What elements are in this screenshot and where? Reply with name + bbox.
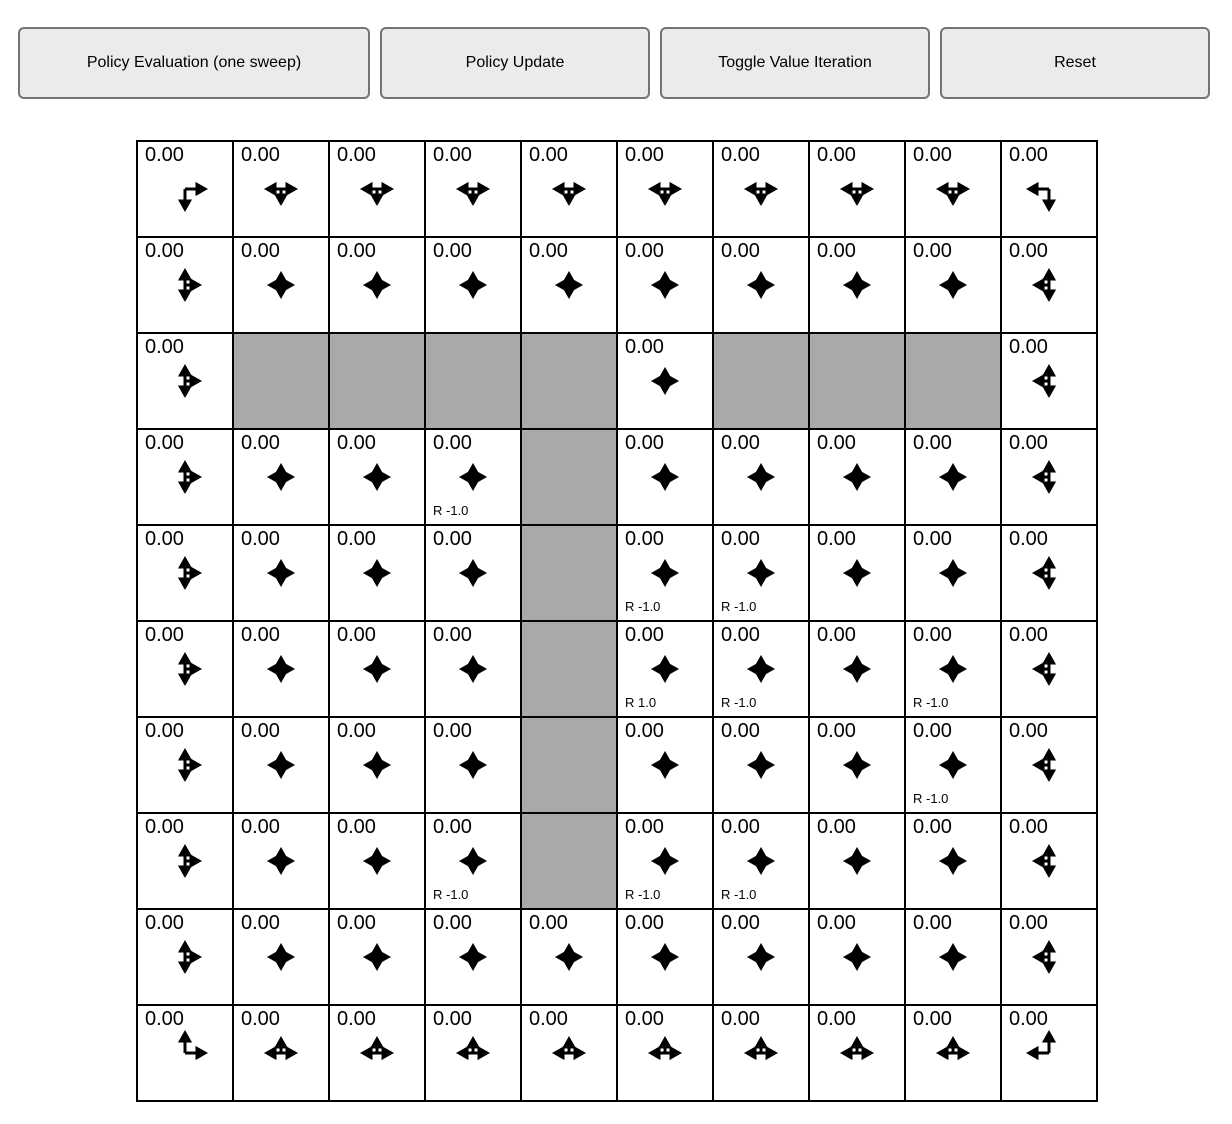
wall-cell[interactable] bbox=[328, 332, 424, 428]
cell-value: 0.00 bbox=[241, 432, 280, 454]
grid-cell[interactable] bbox=[712, 140, 808, 236]
cell-value: 0.00 bbox=[433, 912, 472, 934]
grid-cell[interactable] bbox=[1000, 1004, 1096, 1100]
grid-cell[interactable] bbox=[808, 620, 904, 716]
cell-value: 0.00 bbox=[913, 1008, 952, 1030]
grid-cell[interactable] bbox=[328, 620, 424, 716]
grid-cell[interactable] bbox=[424, 236, 520, 332]
cell-value: 0.00 bbox=[625, 144, 664, 166]
cell-reward-label: R 1.0 bbox=[625, 695, 657, 710]
grid-cell[interactable] bbox=[904, 812, 1000, 908]
wall-cell[interactable] bbox=[904, 332, 1000, 428]
cell-value: 0.00 bbox=[145, 144, 184, 166]
grid-cell[interactable] bbox=[424, 908, 520, 1004]
grid-cell[interactable] bbox=[808, 716, 904, 812]
cell-value: 0.00 bbox=[529, 240, 568, 262]
wall-cell[interactable] bbox=[520, 332, 616, 428]
cell-value: 0.00 bbox=[721, 624, 760, 646]
cell-value: 0.00 bbox=[145, 624, 184, 646]
cell-value: 0.00 bbox=[337, 1008, 376, 1030]
grid-cell[interactable] bbox=[136, 236, 232, 332]
grid-cell[interactable] bbox=[424, 1004, 520, 1100]
cell-value: 0.00 bbox=[721, 1008, 760, 1030]
cell-value: 0.00 bbox=[433, 528, 472, 550]
grid-cell[interactable] bbox=[424, 428, 520, 524]
grid-cell[interactable] bbox=[616, 716, 712, 812]
grid-cell[interactable] bbox=[1000, 812, 1096, 908]
grid-cell[interactable] bbox=[904, 428, 1000, 524]
cell-reward-label: R -1.0 bbox=[433, 503, 469, 518]
grid-cell[interactable] bbox=[232, 140, 328, 236]
grid-cell[interactable] bbox=[232, 908, 328, 1004]
cell-value: 0.00 bbox=[337, 816, 376, 838]
grid-cell[interactable] bbox=[328, 716, 424, 812]
grid-cell[interactable] bbox=[808, 1004, 904, 1100]
cell-value: 0.00 bbox=[1009, 240, 1048, 262]
grid-cell[interactable] bbox=[424, 812, 520, 908]
cell-value: 0.00 bbox=[721, 816, 760, 838]
grid-cell[interactable] bbox=[1000, 332, 1096, 428]
cell-value: 0.00 bbox=[625, 1008, 664, 1030]
grid-cell[interactable] bbox=[1000, 620, 1096, 716]
grid-cell[interactable] bbox=[616, 140, 712, 236]
reset-button[interactable]: Reset bbox=[940, 27, 1210, 99]
policy-evaluation-button[interactable]: Policy Evaluation (one sweep) bbox=[18, 27, 370, 99]
cell-value: 0.00 bbox=[241, 144, 280, 166]
cell-value: 0.00 bbox=[529, 144, 568, 166]
cell-value: 0.00 bbox=[913, 912, 952, 934]
grid-cell[interactable] bbox=[136, 620, 232, 716]
grid-cell[interactable] bbox=[232, 620, 328, 716]
grid-cell[interactable] bbox=[712, 620, 808, 716]
grid-cell[interactable] bbox=[904, 140, 1000, 236]
grid-cell[interactable] bbox=[232, 236, 328, 332]
cell-reward-label: R -1.0 bbox=[625, 599, 661, 614]
grid-cell[interactable] bbox=[136, 428, 232, 524]
grid-cell[interactable] bbox=[1000, 908, 1096, 1004]
grid-cell[interactable] bbox=[328, 908, 424, 1004]
cell-value: 0.00 bbox=[625, 720, 664, 742]
grid-cell[interactable] bbox=[520, 236, 616, 332]
grid-cell[interactable] bbox=[712, 236, 808, 332]
grid-cell[interactable] bbox=[712, 716, 808, 812]
grid-cell[interactable] bbox=[904, 1004, 1000, 1100]
cell-value: 0.00 bbox=[1009, 528, 1048, 550]
cell-value: 0.00 bbox=[337, 432, 376, 454]
grid-cell[interactable] bbox=[808, 428, 904, 524]
grid-cell[interactable] bbox=[808, 236, 904, 332]
cell-value: 0.00 bbox=[433, 1008, 472, 1030]
cell-value: 0.00 bbox=[529, 912, 568, 934]
cell-value: 0.00 bbox=[625, 336, 664, 358]
cell-value: 0.00 bbox=[625, 624, 664, 646]
grid-cell[interactable] bbox=[424, 620, 520, 716]
policy-update-button[interactable]: Policy Update bbox=[380, 27, 650, 99]
grid-cell[interactable] bbox=[232, 1004, 328, 1100]
cell-value: 0.00 bbox=[1009, 912, 1048, 934]
grid-cell[interactable] bbox=[616, 332, 712, 428]
cell-value: 0.00 bbox=[817, 720, 856, 742]
cell-value: 0.00 bbox=[625, 528, 664, 550]
cell-value: 0.00 bbox=[145, 1008, 184, 1030]
grid-cell[interactable] bbox=[616, 620, 712, 716]
cell-value: 0.00 bbox=[145, 336, 184, 358]
grid-cell[interactable] bbox=[136, 332, 232, 428]
cell-value: 0.00 bbox=[817, 144, 856, 166]
grid-cell[interactable] bbox=[808, 524, 904, 620]
grid-cell[interactable] bbox=[232, 812, 328, 908]
cell-value: 0.00 bbox=[1009, 144, 1048, 166]
wall-cell[interactable] bbox=[232, 332, 328, 428]
cell-value: 0.00 bbox=[1009, 720, 1048, 742]
cell-value: 0.00 bbox=[625, 912, 664, 934]
cell-value: 0.00 bbox=[145, 720, 184, 742]
grid-cell[interactable] bbox=[136, 908, 232, 1004]
toolbar bbox=[18, 27, 1210, 99]
gridworld bbox=[136, 140, 1098, 1102]
grid-cell[interactable] bbox=[328, 140, 424, 236]
grid-cell[interactable] bbox=[904, 620, 1000, 716]
toggle-value-iteration-button[interactable]: Toggle Value Iteration bbox=[660, 27, 930, 99]
cell-reward-label: R -1.0 bbox=[913, 791, 949, 806]
grid-cell[interactable] bbox=[616, 236, 712, 332]
grid-cell[interactable] bbox=[328, 1004, 424, 1100]
grid-cell[interactable] bbox=[1000, 524, 1096, 620]
wall-cell[interactable] bbox=[808, 332, 904, 428]
cell-value: 0.00 bbox=[721, 528, 760, 550]
grid-cell[interactable] bbox=[712, 524, 808, 620]
grid-cell[interactable] bbox=[616, 524, 712, 620]
wall-cell[interactable] bbox=[424, 332, 520, 428]
cell-value: 0.00 bbox=[241, 1008, 280, 1030]
grid-cell[interactable] bbox=[328, 236, 424, 332]
cell-value: 0.00 bbox=[145, 528, 184, 550]
cell-value: 0.00 bbox=[433, 816, 472, 838]
cell-value: 0.00 bbox=[817, 624, 856, 646]
cell-value: 0.00 bbox=[241, 240, 280, 262]
cell-value: 0.00 bbox=[817, 1008, 856, 1030]
grid-cell[interactable] bbox=[1000, 716, 1096, 812]
grid-cell[interactable] bbox=[904, 524, 1000, 620]
cell-value: 0.00 bbox=[721, 432, 760, 454]
cell-value: 0.00 bbox=[721, 240, 760, 262]
grid-cell[interactable] bbox=[424, 524, 520, 620]
grid-cell[interactable] bbox=[328, 524, 424, 620]
cell-value: 0.00 bbox=[433, 624, 472, 646]
grid-cell[interactable] bbox=[136, 812, 232, 908]
cell-value: 0.00 bbox=[241, 528, 280, 550]
grid-cell[interactable] bbox=[808, 908, 904, 1004]
grid-cell[interactable] bbox=[520, 1004, 616, 1100]
grid-cell[interactable] bbox=[1000, 140, 1096, 236]
grid-cell[interactable] bbox=[520, 908, 616, 1004]
cell-value: 0.00 bbox=[1009, 816, 1048, 838]
grid-cell[interactable] bbox=[808, 140, 904, 236]
cell-reward-label: R -1.0 bbox=[721, 887, 757, 902]
wall-cell[interactable] bbox=[712, 332, 808, 428]
grid-cell[interactable] bbox=[904, 716, 1000, 812]
grid-cell[interactable] bbox=[520, 140, 616, 236]
cell-value: 0.00 bbox=[241, 912, 280, 934]
cell-reward-label: R -1.0 bbox=[913, 695, 949, 710]
grid-cell[interactable] bbox=[616, 1004, 712, 1100]
cell-reward-label: R -1.0 bbox=[625, 887, 661, 902]
grid-cell[interactable] bbox=[712, 1004, 808, 1100]
cell-value: 0.00 bbox=[241, 624, 280, 646]
grid-cell[interactable] bbox=[712, 428, 808, 524]
grid-cell[interactable] bbox=[424, 716, 520, 812]
cell-value: 0.00 bbox=[433, 144, 472, 166]
cell-value: 0.00 bbox=[337, 240, 376, 262]
cell-value: 0.00 bbox=[1009, 336, 1048, 358]
grid-cell[interactable] bbox=[136, 716, 232, 812]
grid-cell[interactable] bbox=[904, 236, 1000, 332]
cell-value: 0.00 bbox=[625, 432, 664, 454]
cell-value: 0.00 bbox=[625, 816, 664, 838]
grid-cell[interactable] bbox=[136, 1004, 232, 1100]
cell-reward-label: R -1.0 bbox=[721, 599, 757, 614]
cell-value: 0.00 bbox=[433, 432, 472, 454]
cell-value: 0.00 bbox=[817, 432, 856, 454]
cell-value: 0.00 bbox=[913, 720, 952, 742]
cell-value: 0.00 bbox=[913, 144, 952, 166]
cell-value: 0.00 bbox=[817, 816, 856, 838]
cell-value: 0.00 bbox=[337, 528, 376, 550]
cell-value: 0.00 bbox=[721, 720, 760, 742]
grid-cell[interactable] bbox=[808, 812, 904, 908]
cell-value: 0.00 bbox=[913, 432, 952, 454]
cell-value: 0.00 bbox=[337, 144, 376, 166]
cell-value: 0.00 bbox=[145, 432, 184, 454]
grid-cell[interactable] bbox=[136, 140, 232, 236]
cell-value: 0.00 bbox=[337, 720, 376, 742]
cell-value: 0.00 bbox=[817, 528, 856, 550]
cell-value: 0.00 bbox=[817, 240, 856, 262]
wall-cell[interactable] bbox=[520, 620, 616, 716]
grid-cell[interactable] bbox=[136, 524, 232, 620]
cell-value: 0.00 bbox=[913, 240, 952, 262]
cell-value: 0.00 bbox=[433, 720, 472, 742]
grid-cell[interactable] bbox=[424, 140, 520, 236]
grid-cell[interactable] bbox=[232, 428, 328, 524]
cell-value: 0.00 bbox=[337, 912, 376, 934]
cell-value: 0.00 bbox=[1009, 432, 1048, 454]
cell-value: 0.00 bbox=[1009, 1008, 1048, 1030]
cell-value: 0.00 bbox=[913, 528, 952, 550]
cell-value: 0.00 bbox=[529, 1008, 568, 1030]
grid-cell[interactable] bbox=[328, 428, 424, 524]
cell-value: 0.00 bbox=[337, 624, 376, 646]
grid-cell[interactable] bbox=[616, 428, 712, 524]
grid-cell[interactable] bbox=[232, 524, 328, 620]
grid-cell[interactable] bbox=[1000, 236, 1096, 332]
cell-reward-label: R -1.0 bbox=[721, 695, 757, 710]
cell-value: 0.00 bbox=[241, 720, 280, 742]
cell-value: 0.00 bbox=[721, 144, 760, 166]
grid-cell[interactable] bbox=[232, 716, 328, 812]
cell-reward-label: R -1.0 bbox=[433, 887, 469, 902]
cell-value: 0.00 bbox=[625, 240, 664, 262]
grid-cell[interactable] bbox=[904, 908, 1000, 1004]
cell-value: 0.00 bbox=[913, 816, 952, 838]
cell-value: 0.00 bbox=[913, 624, 952, 646]
cell-value: 0.00 bbox=[721, 912, 760, 934]
cell-value: 0.00 bbox=[817, 912, 856, 934]
cell-value: 0.00 bbox=[145, 240, 184, 262]
cell-value: 0.00 bbox=[241, 816, 280, 838]
cell-value: 0.00 bbox=[1009, 624, 1048, 646]
wall-cell[interactable] bbox=[520, 716, 616, 812]
grid-cell[interactable] bbox=[328, 812, 424, 908]
grid-cell[interactable] bbox=[616, 908, 712, 1004]
grid-cell[interactable] bbox=[712, 908, 808, 1004]
cell-value: 0.00 bbox=[433, 240, 472, 262]
cell-value: 0.00 bbox=[145, 816, 184, 838]
wall-cell[interactable] bbox=[520, 524, 616, 620]
grid-cell[interactable] bbox=[616, 812, 712, 908]
grid-cell[interactable] bbox=[712, 812, 808, 908]
cell-value: 0.00 bbox=[145, 912, 184, 934]
wall-cell[interactable] bbox=[520, 428, 616, 524]
grid-cell[interactable] bbox=[1000, 428, 1096, 524]
wall-cell[interactable] bbox=[520, 812, 616, 908]
